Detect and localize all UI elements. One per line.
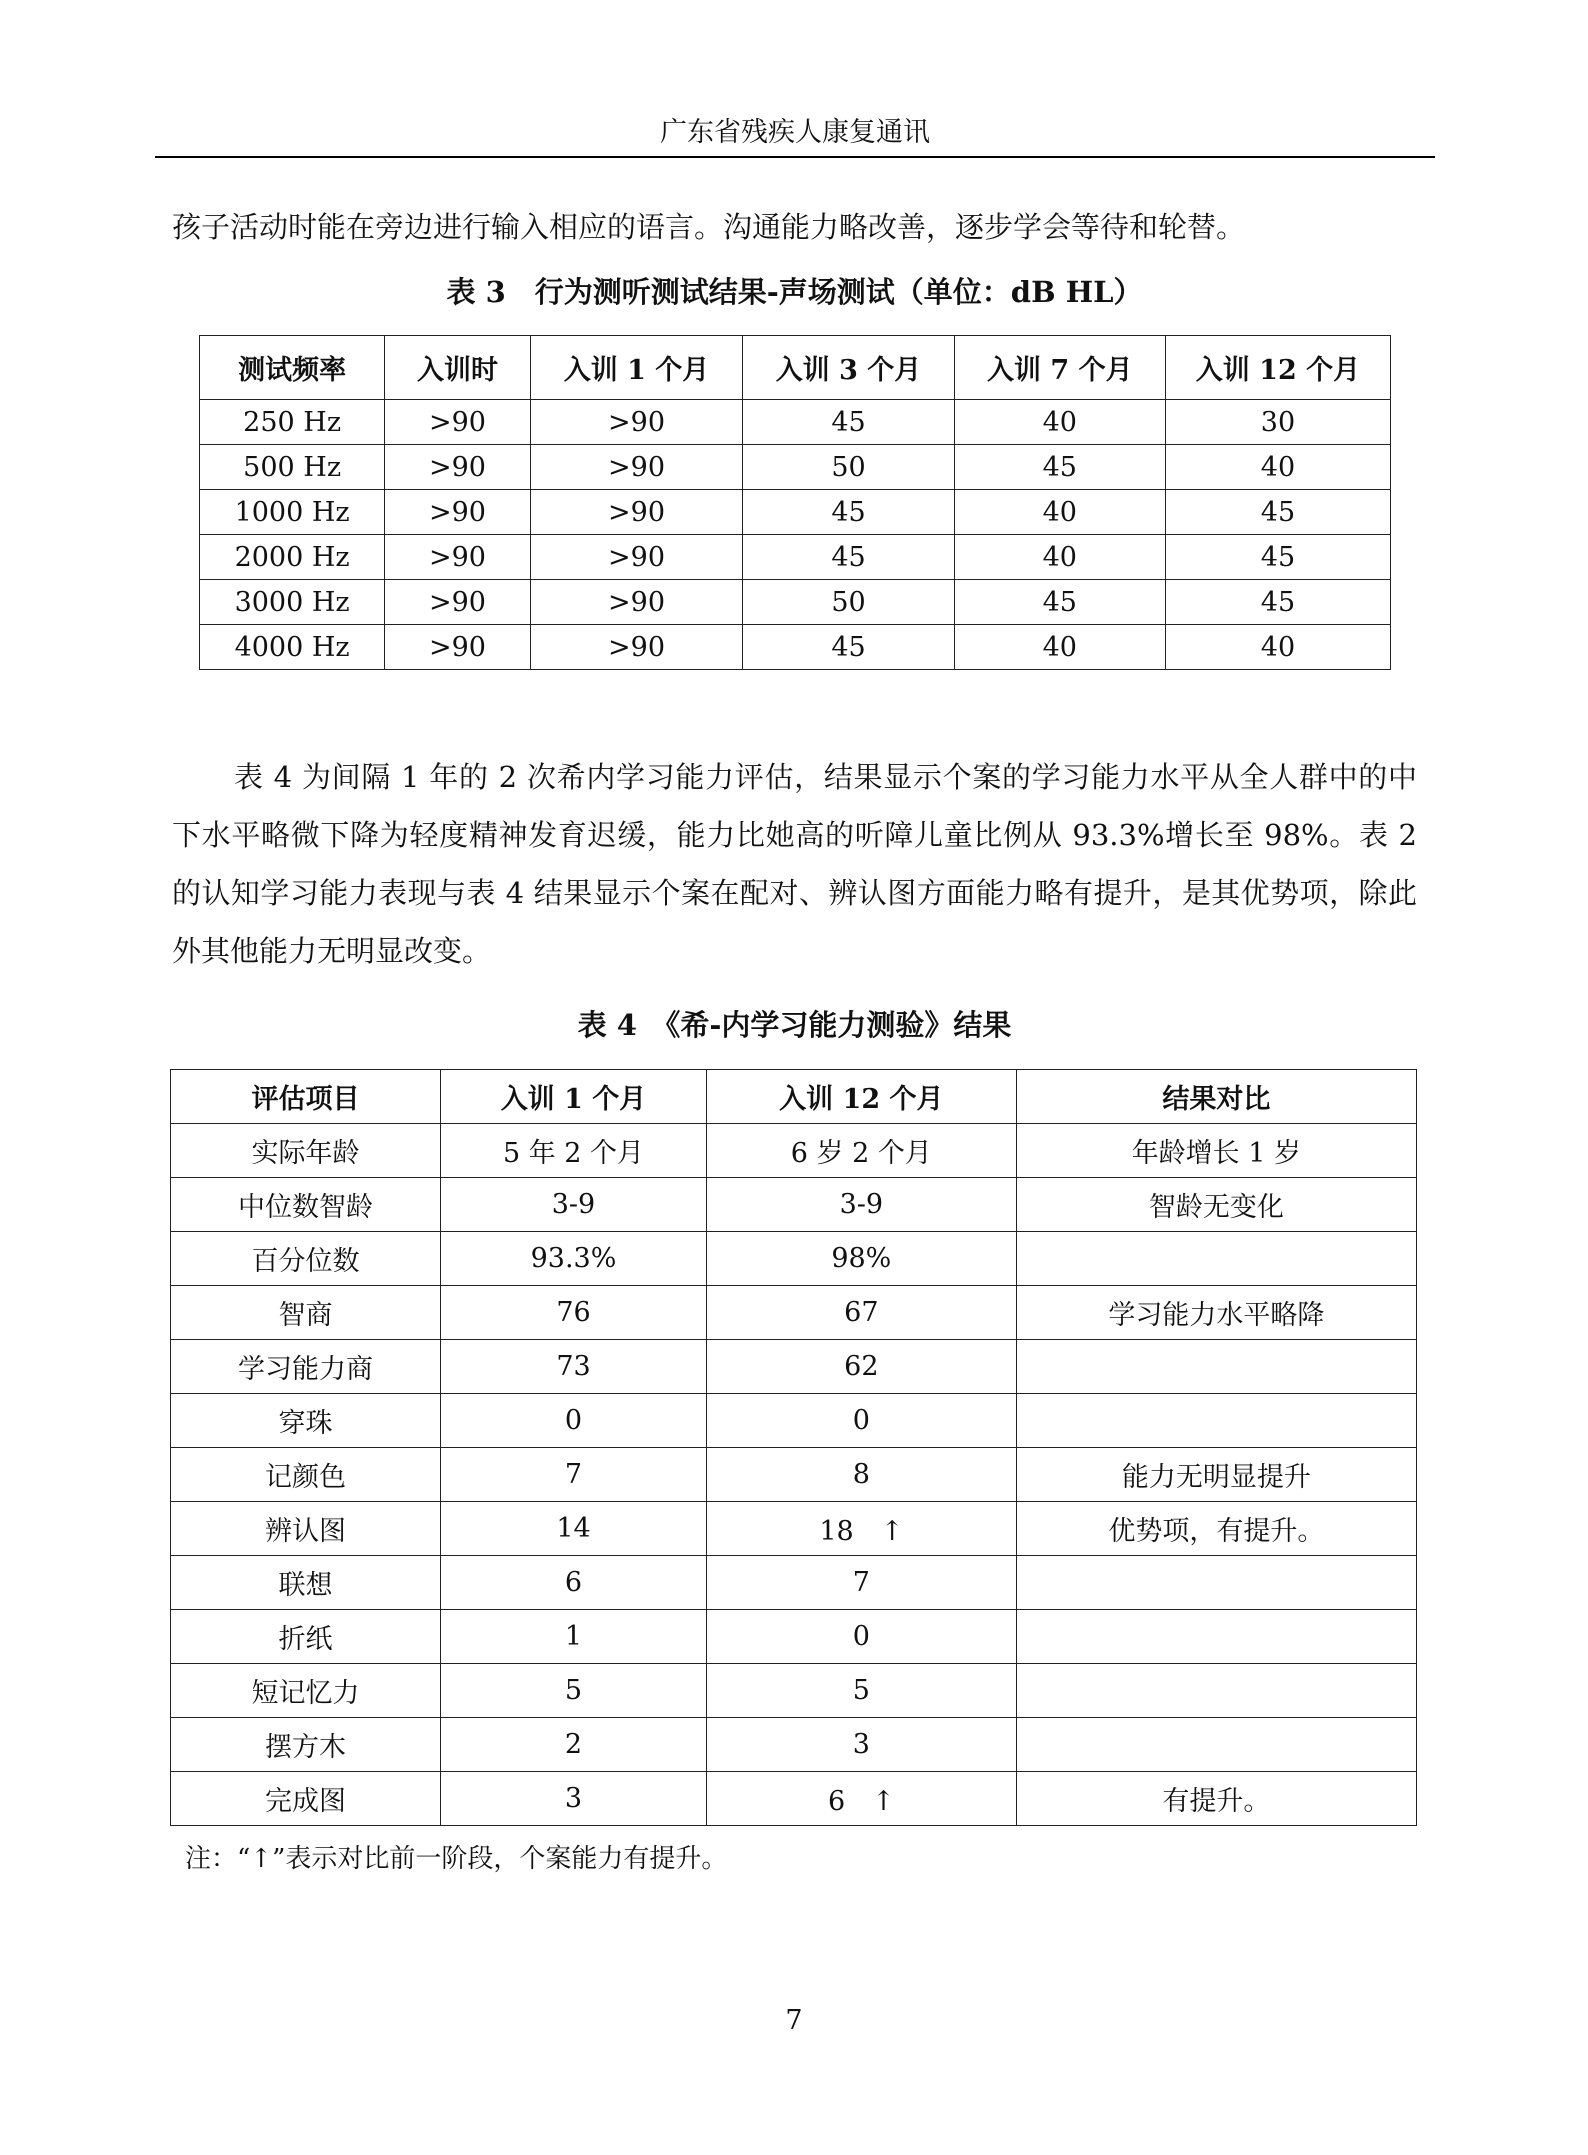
table-cell: 3-9: [706, 1178, 1016, 1232]
table-cell: [1016, 1664, 1416, 1718]
table-cell: 1: [441, 1610, 707, 1664]
table-cell: 智商: [171, 1286, 441, 1340]
table-row: [171, 1448, 1417, 1502]
table-cell: 5 年 2 个月: [441, 1124, 707, 1178]
table-cell: 1000 Hz: [200, 490, 385, 535]
table-cell: 3: [706, 1718, 1016, 1772]
table-cell: 学习能力商: [171, 1340, 441, 1394]
table-cell: >90: [530, 625, 743, 670]
table-cell: >90: [530, 580, 743, 625]
table-cell: 能力无明显提升: [1016, 1448, 1416, 1502]
table-row: [171, 1610, 1417, 1664]
table-cell: 40: [1165, 445, 1390, 490]
table-cell: 记颜色: [171, 1448, 441, 1502]
table-row: [171, 1394, 1417, 1448]
table-header-row: [171, 1070, 1417, 1124]
learning-ability-table: [170, 1069, 1417, 1826]
column-header: 入训 1 个月: [441, 1070, 707, 1124]
continued-paragraph: 孩子活动时能在旁边进行输入相应的语言。沟通能力略改善，逐步学会等待和轮替。: [172, 210, 1246, 244]
page-number: 7: [785, 2005, 803, 2036]
column-header: 测试频率: [200, 336, 385, 400]
table-cell: 2: [441, 1718, 707, 1772]
table-row: [200, 490, 1391, 535]
table-cell: >90: [385, 535, 530, 580]
table-cell: 62: [706, 1340, 1016, 1394]
table-cell: [1016, 1718, 1416, 1772]
table-cell: 辨认图: [171, 1502, 441, 1556]
table-cell: 5: [441, 1664, 707, 1718]
table-cell: 短记忆力: [171, 1664, 441, 1718]
header-rule: [155, 156, 1435, 158]
table-row: [171, 1772, 1417, 1826]
table3-caption: 表 3 行为测听测试结果-声场测试（单位：dB HL）: [446, 275, 1143, 309]
table-cell: 40: [954, 535, 1165, 580]
table-cell: 联想: [171, 1556, 441, 1610]
table-row: [171, 1232, 1417, 1286]
table-cell: 45: [743, 535, 954, 580]
table-cell: 40: [954, 625, 1165, 670]
table-cell: 7: [441, 1448, 707, 1502]
table-cell: 30: [1165, 400, 1390, 445]
table-header-row: [200, 336, 1391, 400]
table-cell: 93.3%: [441, 1232, 707, 1286]
table-cell: 40: [954, 400, 1165, 445]
table-row: [171, 1718, 1417, 1772]
table-cell: 4000 Hz: [200, 625, 385, 670]
table-cell: 学习能力水平略降: [1016, 1286, 1416, 1340]
table-cell: 45: [1165, 490, 1390, 535]
table-cell: 3000 Hz: [200, 580, 385, 625]
table-cell: >90: [385, 580, 530, 625]
table-cell: 3: [441, 1772, 707, 1826]
table-row: [200, 535, 1391, 580]
table-cell: 5: [706, 1664, 1016, 1718]
table-cell: >90: [530, 535, 743, 580]
table-row: [171, 1286, 1417, 1340]
column-header: 入训 1 个月: [530, 336, 743, 400]
table-cell: 500 Hz: [200, 445, 385, 490]
table-cell: 45: [1165, 535, 1390, 580]
table-cell: 67: [706, 1286, 1016, 1340]
table-row: [171, 1502, 1417, 1556]
column-header: 入训 12 个月: [706, 1070, 1016, 1124]
table-row: [200, 625, 1391, 670]
table-cell: [1016, 1232, 1416, 1286]
table-cell: 6 岁 2 个月: [706, 1124, 1016, 1178]
table-cell: 45: [954, 445, 1165, 490]
table-cell: 0: [706, 1394, 1016, 1448]
table-cell: 73: [441, 1340, 707, 1394]
table-cell: >90: [530, 400, 743, 445]
table-cell: 穿珠: [171, 1394, 441, 1448]
table-cell: 摆方木: [171, 1718, 441, 1772]
table-cell: [1016, 1394, 1416, 1448]
table-cell: 8: [706, 1448, 1016, 1502]
table-cell: 76: [441, 1286, 707, 1340]
table-cell: [1016, 1556, 1416, 1610]
table-row: [200, 445, 1391, 490]
table-cell: 50: [743, 580, 954, 625]
table-cell: >90: [530, 490, 743, 535]
table-cell: 45: [743, 490, 954, 535]
table-cell: 折纸: [171, 1610, 441, 1664]
column-header: 入训 7 个月: [954, 336, 1165, 400]
table-row: [171, 1556, 1417, 1610]
table-cell: 智龄无变化: [1016, 1178, 1416, 1232]
table-cell: 45: [954, 580, 1165, 625]
column-header: 入训 12 个月: [1165, 336, 1390, 400]
table-cell: 6: [441, 1556, 707, 1610]
table-row: [200, 400, 1391, 445]
table-cell: 98%: [706, 1232, 1016, 1286]
table-cell: 3-9: [441, 1178, 707, 1232]
table-cell: 250 Hz: [200, 400, 385, 445]
table-cell: 中位数智龄: [171, 1178, 441, 1232]
table-cell: 50: [743, 445, 954, 490]
table-cell: >90: [385, 625, 530, 670]
table-cell: 45: [1165, 580, 1390, 625]
table-cell: 年龄增长 1 岁: [1016, 1124, 1416, 1178]
hearing-test-table: [199, 335, 1391, 670]
running-header: 广东省残疾人康复通讯: [660, 117, 930, 148]
table-cell: 45: [743, 400, 954, 445]
table-row: [171, 1124, 1417, 1178]
table-cell: 完成图: [171, 1772, 441, 1826]
table-cell: 40: [954, 490, 1165, 535]
table-cell: 18 ↑: [706, 1502, 1016, 1556]
table4-caption: 表 4 《希-内学习能力测验》结果: [577, 1008, 1012, 1042]
table-cell: >90: [385, 490, 530, 535]
column-header: 评估项目: [171, 1070, 441, 1124]
analysis-paragraph: 表 4 为间隔 1 年的 2 次希内学习能力评估，结果显示个案的学习能力水平从全人群中的中下水平略微下降为轻度精神发育迟缓，能力比她高的听障儿童比例从 93.3%增长至 98%。表 2 的认知学习能力表现与表 4 结果显示个案在配对、辨认图方面能力略有提升，是其优势项，除此外其他能力无明显改变。: [172, 760, 1417, 968]
column-header: 入训时: [385, 336, 530, 400]
table-row: [171, 1340, 1417, 1394]
table-cell: 6 ↑: [706, 1772, 1016, 1826]
table-cell: 7: [706, 1556, 1016, 1610]
table-row: [200, 580, 1391, 625]
table-cell: 40: [1165, 625, 1390, 670]
table-cell: 实际年龄: [171, 1124, 441, 1178]
table-row: [171, 1664, 1417, 1718]
table-cell: 14: [441, 1502, 707, 1556]
table-cell: >90: [385, 400, 530, 445]
table-cell: 2000 Hz: [200, 535, 385, 580]
table-row: [171, 1178, 1417, 1232]
table-cell: 45: [743, 625, 954, 670]
table-cell: 有提升。: [1016, 1772, 1416, 1826]
table-cell: 0: [706, 1610, 1016, 1664]
table-cell: 优势项，有提升。: [1016, 1502, 1416, 1556]
table-note: 注：“↑”表示对比前一阶段，个案能力有提升。: [185, 1844, 728, 1874]
table-cell: >90: [385, 445, 530, 490]
table-cell: [1016, 1610, 1416, 1664]
table-cell: >90: [530, 445, 743, 490]
table-cell: 百分位数: [171, 1232, 441, 1286]
column-header: 结果对比: [1016, 1070, 1416, 1124]
table-cell: [1016, 1340, 1416, 1394]
column-header: 入训 3 个月: [743, 336, 954, 400]
table-cell: 0: [441, 1394, 707, 1448]
